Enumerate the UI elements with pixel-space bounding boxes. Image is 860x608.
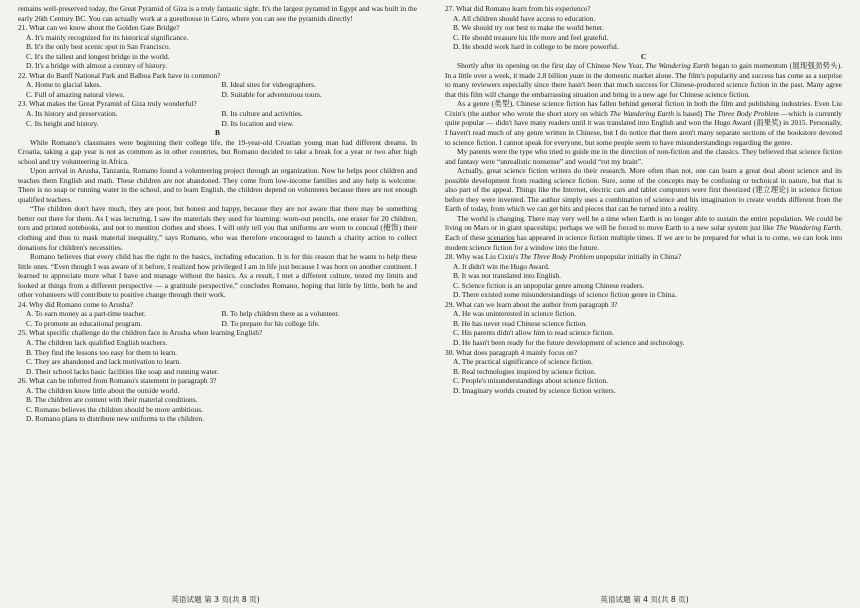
option: C. It's the tallest and longest bridge in the world. [26, 51, 170, 61]
question-21 [18, 23, 417, 71]
question-25 [18, 328, 417, 376]
passage-c-paragraph-3: My parents were the type who tried to guide me in the direction of non-fiction and the classics. They believed that science fiction and fantasy were “unrealistic nonsense” and would “rot my brain”. [445, 147, 842, 166]
option: B. To help children there as a volunteer. [221, 309, 340, 319]
question-stem: 27. What did Romano learn from his experience? [445, 4, 591, 13]
section-heading-c: C [640, 51, 647, 61]
option: B. They find the lessons too easy for them to learn. [26, 347, 177, 357]
option: D. He should work hard in college to be more powerful. [453, 42, 619, 52]
section-heading-b: B [215, 128, 220, 138]
option: B. The children are content with their material conditions. [26, 395, 198, 405]
question-stem: 21. What can we know about the Golden Gate Bridge? [18, 23, 180, 33]
option: B. It was not translated into English. [453, 271, 561, 281]
option: A. Its history and preservation. [26, 109, 118, 119]
question-24 [18, 300, 417, 329]
question-stem: 23. What makes the Great Pyramid of Giza truly wonderful? [18, 99, 197, 109]
question-23 [18, 99, 417, 128]
option: C. His parents didn't allow him to read science fiction. [453, 328, 614, 338]
option: C. Science fiction is an unpopular genre among Chinese readers. [453, 280, 645, 290]
option: D. Imaginary worlds created by science fiction writers. [453, 385, 616, 395]
passage-c-paragraph-2: As a genre (类型), Chinese science fiction has fallen behind general fiction in both the film and publishing industries. Even Liu Cixin's (the author who wrote the short story on which The Wandering Earth is based) The Three Body Problem —which is currently quite popular — didn't have many readers until it was translated into English and won the Hugo Award (雨果奖) in 2015. Personally, I haven't read much of any genre written in Chinese, but I do notice that there aren't many separate sections of the bookstore devoted to science fiction. I cannot speak for everyone, but some people seem to have misunderstandings regarding the genre. [445, 99, 842, 147]
question-stem: 29. What can we learn about the author from paragraph 3? [445, 299, 618, 309]
option: D. Its location and view. [221, 118, 294, 128]
option: A. To earn money as a part-time teacher. [26, 309, 146, 319]
passage-b-paragraph-4: Romano believes that every child has the right to the basics, including education. It is for this reason that he wants to help these little ones. “Even though I was aware of it before, I realized how privileged I am in life just because I was born on another continent. I learned to appreciate more what I have and manage without the basics. As a result, I met a different culture, tested my limits and looked at things from a different perspective — a gratitude perspective,” concludes Romano, hoping that little by little, both he and other volunteers will contribute to positive change through their work. [18, 252, 417, 300]
option: A. It didn't win the Hugo Award. [453, 261, 550, 271]
page-footer: 英语试题 第 3 页(共 8 页) [171, 595, 260, 605]
question-stem: 26. What can be inferred from Romano's statement in paragraph 3? [18, 376, 217, 386]
option: A. All children should have access to education. [453, 13, 596, 23]
option: A. The children know little about the outside world. [26, 385, 180, 395]
option: D. To prepare for his college life. [221, 318, 320, 328]
option: B. It's the only best scenic spot in San Francisco. [26, 42, 171, 52]
option: B. He has never read Chinese science fiction. [453, 318, 588, 328]
question-22 [18, 71, 417, 100]
option: C. He should treasure his life more and feel grateful. [453, 32, 609, 42]
question-28 [445, 252, 842, 300]
option: C. Romano believes the children should be more ambitious. [26, 404, 203, 414]
question-stem: 25. What specific challenge do the children face in Arusha when learning English? [18, 328, 263, 338]
option: B. Real technologies inspired by science fiction. [453, 366, 596, 376]
passage-c-paragraph-4: Actually, great science fiction writers do their research. More often than not, one can learn a great deal about science and its possible development from reading science fiction. Sure, some of the concepts may be confusing or technical in nature, but that is also part of the appeal. Things like the Internet, electric cars and tablet computers were first theorized (建立理论) in science fiction before they were invented. The author simply uses a combination of science and his imagination to create worlds different from the Earth of today, from which we can get bits and pieces that can be turned into a reality. [445, 166, 842, 214]
option: D. Suitable for adventurous tours. [221, 89, 322, 99]
option: A. The practical significance of science fiction. [453, 357, 593, 367]
passage-b-paragraph-1: While Romano's classmates were beginning their college life, the 19-year-old Croatian young man had different dreams. In Croatia, taking a gap year is not as common as in other countries, but Romano decided to take a break for a year or two after high school and try volunteering in Africa. [18, 137, 417, 166]
option: D. There existed some misunderstandings of science fiction genre in China. [453, 290, 677, 300]
option: A. He was uninterested in science fiction. [453, 309, 577, 319]
passage-c-paragraph-1: Shortly after its opening on the first day of Chinese New Year, The Wandering Earth began to gain momentum (展现强劲势头). In a little over a week, it made 2.8 billion yuan in the domestic market alone. The film's popularity and success has come as a surprise to many reviewers especially since there hasn't been that much success for Chinese-produced science fiction in the past. Many agree that this film will change the embarrassing situation and bring in a new age for Chinese science fiction. [445, 61, 843, 99]
option: D. Their school lacks basic facilities like soap and running water. [26, 366, 219, 376]
page-3 [8, 0, 423, 608]
question-stem: 22. What do Banff National Park and Balboa Park have in common? [18, 70, 221, 80]
option: C. Full of amazing natural views. [26, 89, 125, 99]
option: A. It's mainly recognized for its historical significance. [26, 32, 189, 42]
option: B. Ideal sites for videographers. [221, 80, 316, 90]
passage-c-paragraph-5: The world is changing. There may very well be a time when Earth is no longer able to sustain the entire population. We could be living on Mars or in giant spaceships; perhaps we will be forced to move Earth to a new solar system just like The Wandering Earth. Each of these scenarios has appeared in science fiction multiple times. If we are to be prepared for what is to come, we can look into modern science fiction for a window into the future. [445, 213, 843, 252]
question-stem: 24. Why did Romano come to Arusha? [18, 299, 134, 309]
page-footer: 英语试题 第 4 页(共 8 页) [600, 595, 689, 605]
passage-b-paragraph-2: Upon arrival in Arusha, Tanzania, Romano found a volunteering project through an organization. Now he helps poor children and teaches them English and math. These children are not abandoned. They come from low-income families and any help is welcome. There is no soap or running water in the school, and to learn English, the children depend on volunteers because there are not enough qualified teachers. [18, 166, 417, 204]
question-stem: 30. What does paragraph 4 mainly focus on? [445, 347, 578, 357]
option: B. We should try our best to make the world better. [453, 23, 604, 33]
passage-b-paragraph-3: “The children don't have much, they are poor, but honest and happy, because they are not aware that there may be something better out there for them. As I was lecturing, I saw the materials they used for learning: worn-out pencils, one eraser for 20 children, torn and printed notebooks, and not to mention clothes and shoes. I will only tell you that uniforms are worn to conceal (掩饰) their clothing and thus to mask material inequality,” says Romano, who was therefore encouraged to launch a charity action to collect donations for children's necessities. [18, 204, 417, 252]
option: C. People's misunderstandings about science fiction. [453, 376, 609, 386]
option: C. To promote an educational program. [26, 318, 143, 328]
question-27 [445, 4, 842, 52]
option: C. They are abandoned and lack motivation to learn. [26, 357, 182, 367]
question-stem: 28. Why was Liu Cixin's The Three Body Problem unpopular initially in China? [445, 252, 682, 262]
question-30 [445, 348, 842, 396]
option: D. He hasn't been ready for the future development of science and technology. [453, 338, 685, 347]
passage-a-tail: remains well-preserved today, the Great Pyramid of Giza is a truly fantastic sight. It's the largest pyramid in Egypt and was built in the early 26th Century BC. You can actually work at a guesthouse in Cairo, where you can see the pyramids directly! [18, 4, 417, 23]
question-29 [445, 300, 842, 348]
option: A. Home to glacial lakes. [26, 80, 102, 90]
option: C. Its height and history. [26, 118, 99, 128]
option: D. It's a bridge with almost a century of history. [26, 61, 168, 71]
page-4 [437, 0, 852, 608]
question-26 [18, 376, 417, 424]
option: B. Its culture and activities. [221, 109, 303, 119]
option: D. Romano plans to distribute new uniforms to the children. [26, 414, 204, 424]
option: A. The children lack qualified English teachers. [26, 338, 168, 347]
